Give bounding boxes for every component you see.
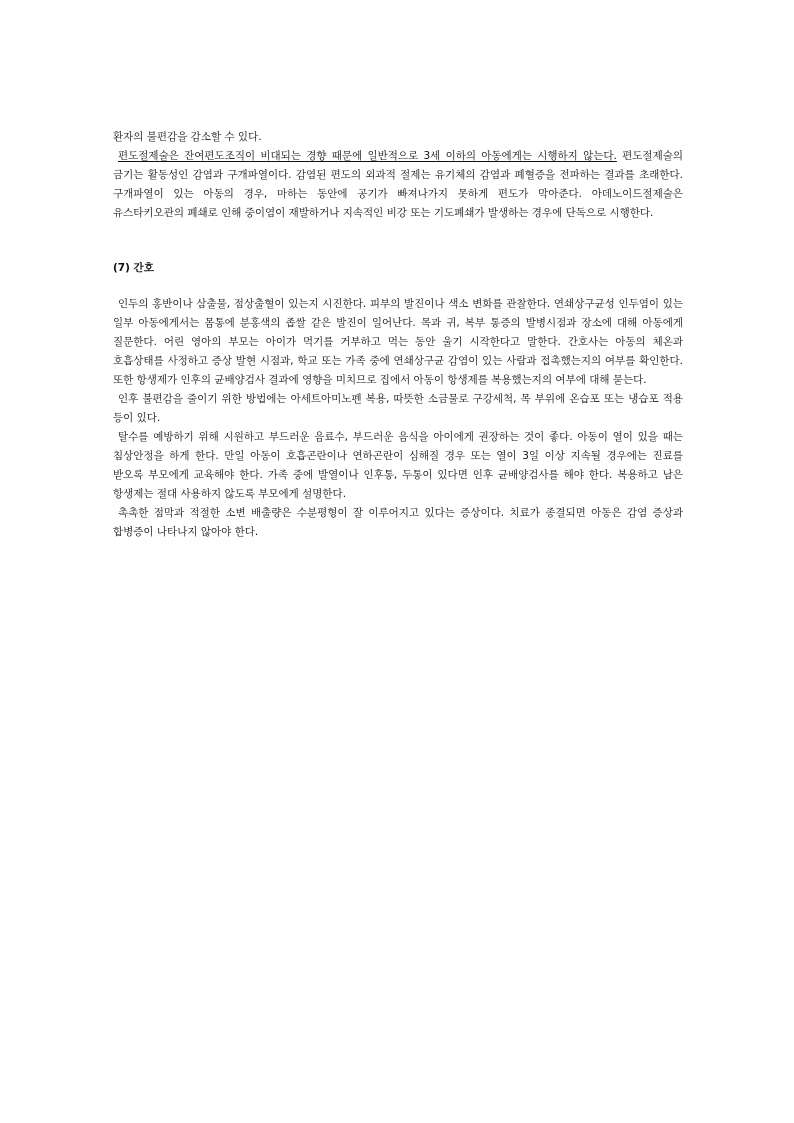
heading-gap — [113, 278, 683, 295]
nursing-paragraph-outcome: 촉촉한 점막과 적절한 소변 배출량은 수분평형이 잘 이루어지고 있다는 증상이다. 치료가 종결되면 아동은 감염 증상과 합병증이 나타나지 않아야 한다. — [113, 507, 683, 538]
tonsillectomy-underlined-sentence: 편도절제술은 잔여편도조직이 비대되는 경향 때문에 일반적으로 3세 이하의 아동에게는 시행하지 않는다. — [118, 150, 617, 162]
nursing-paragraph-comfort: 인후 불편감을 줄이기 위한 방법에는 아세트아미노펜 복용, 따뜻한 소금물로 구강세척, 목 부위에 온습포 또는 냉습포 적용 등이 있다. — [113, 393, 683, 424]
nursing-paragraph-hydration: 탈수를 예방하기 위해 시원하고 부드러운 음료수, 부드러운 음식을 아이에게 권장하는 것이 좋다. 아동이 열이 있을 때는 침상안정을 하게 한다. 만일 아동이 호흡곤란이나 연하곤란이 심해질 경우 또는 열이 3일 이상 지속될 경우에는 진료를 받오록 부모에게 교육해야 한다. 가족 중에 발열이나 인후통, 두통이 있다면 인후 균배양검사를 해야 한다. 복용하고 남은 항생제는 절대 사용하지 않도록 부모에게 설명한다. — [113, 431, 683, 500]
intro-continuation-paragraph: 환자의 불편감을 감소할 수 있다. — [113, 131, 262, 143]
document-body — [113, 128, 683, 542]
section-heading-nursing: (7) 간호 — [113, 262, 154, 274]
nursing-paragraph-assessment: 인두의 홍반이나 삼출물, 점상출혈이 있는지 시진한다. 피부의 발진이나 색소 변화를 관찰한다. 연쇄상구균성 인두염이 있는 일부 아동에게서는 몸통에 분홍색의 좁쌀 같은 발진이 일어난다. 목과 귀, 복부 통증의 발병시점과 장소에 대해 아동에게 질문한다. 어린 영아의 부모는 아이가 먹기를 거부하고 먹는 동안 울기 시작한다고 말한다. 간호사는 아동의 체온과 호흡상태를 사정하고 증상 발현 시점과, 학교 또는 가족 중에 연쇄상구균 감염이 있는 사람과 접촉했는지의 여부를 확인한다. 또한 항생제가 인후의 균배양검사 결과에 영향을 미치므로 집에서 아동이 항생제를 복용했는지의 여부에 대해 묻는다. — [113, 298, 683, 386]
section-gap — [113, 223, 683, 259]
tonsillectomy-paragraph — [113, 147, 683, 223]
tonsillectomy-paragraph-text: 편도절제술의 금기는 활동성인 감염과 구개파열이다. 감염된 편도의 외과적 절제는 유기체의 감염과 폐혈증을 전파하는 결과를 초래한다. 구개파열이 있는 아동의 경우, 마하는 동안에 공기가 빠져나가지 못하게 편도가 막아준다. 아데노이드절제술은 유스타키오관의 폐쇄로 인해 중이염이 재발하거나 지속적인 비강 또는 기도폐쇄가 발생하는 경우에 단독으로 시행한다. — [113, 150, 684, 219]
